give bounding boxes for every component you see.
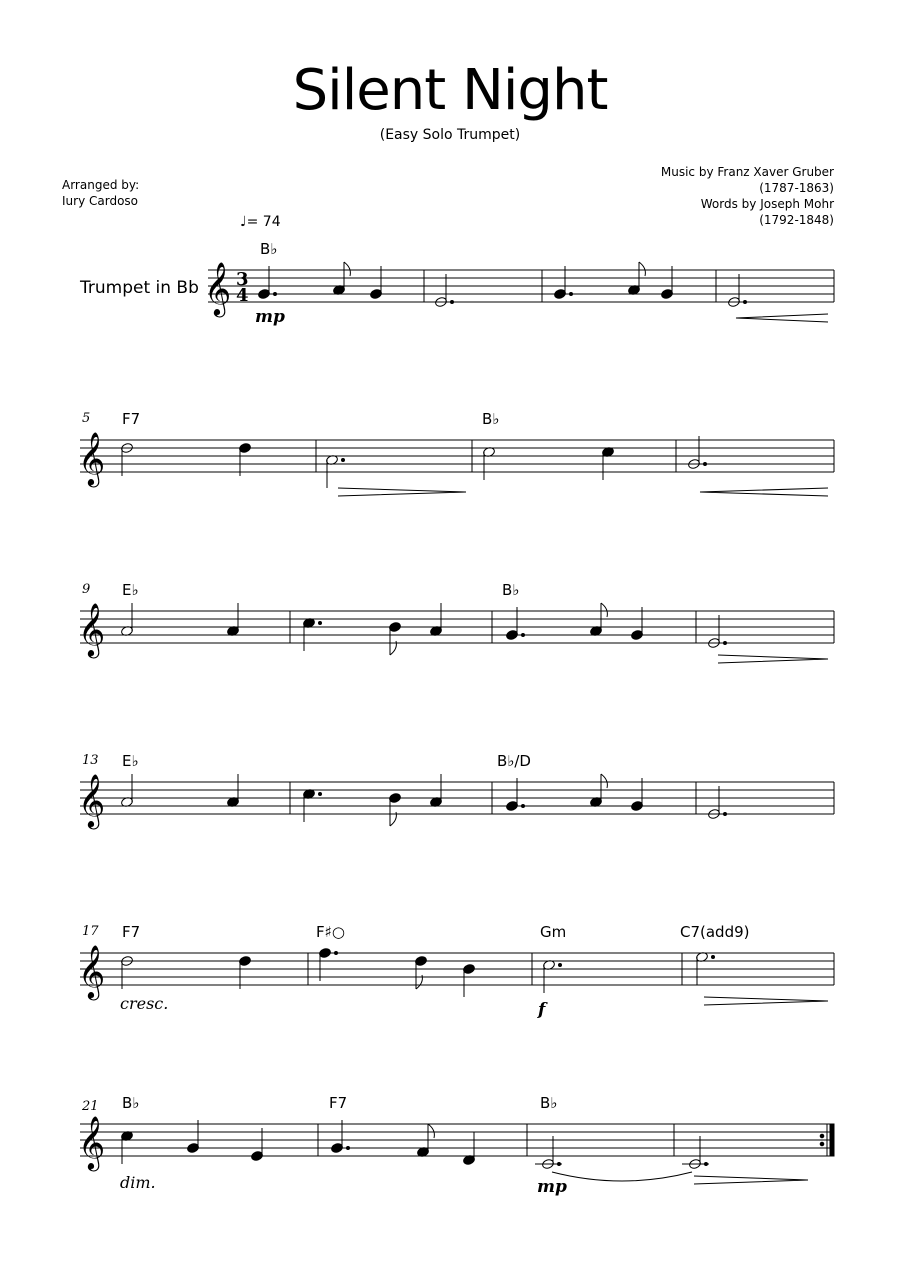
staff-lines: [80, 440, 834, 472]
score-subtitle: (Easy Solo Trumpet): [379, 127, 521, 143]
chord-symbol: C7(add9): [680, 923, 750, 941]
chord-symbol: B♭: [260, 240, 278, 258]
chord-symbol: B♭: [502, 581, 520, 599]
bar-number: 21: [82, 1099, 99, 1114]
system-2: [78, 410, 834, 496]
notes: [120, 947, 714, 997]
notes: [120, 1120, 709, 1181]
treble-clef-icon: 𝄞: [78, 431, 106, 485]
quarter-note-icon: ♩: [240, 214, 247, 230]
dynamic-marking: cresc.: [120, 994, 169, 1013]
chord-symbol: E♭: [122, 752, 139, 770]
treble-clef-icon: 𝄞: [78, 1115, 106, 1169]
lyricist-line: Words by Joseph Mohr: [700, 197, 834, 211]
treble-clef-icon: 𝄞: [78, 944, 106, 998]
treble-clef-icon: 𝄞: [78, 602, 106, 656]
chord-symbol: F7: [122, 410, 141, 428]
bar-number: 17: [82, 924, 99, 939]
chord-symbol: B♭: [540, 1094, 558, 1112]
dynamic-marking: mp: [255, 307, 285, 327]
composer-dates: (1787-1863): [759, 181, 834, 195]
staff-lines: [80, 782, 834, 814]
decrescendo-hairpin: [338, 488, 466, 496]
chord-symbol: B♭: [482, 410, 500, 428]
lyricist-dates: (1792-1848): [759, 213, 834, 227]
chord-symbol: E♭: [122, 581, 139, 599]
notes: [257, 262, 746, 308]
dynamic-marking: f: [538, 1000, 546, 1020]
decrescendo-hairpin: [718, 655, 828, 663]
treble-clef-icon: 𝄞: [78, 773, 106, 827]
decrescendo-hairpin: [694, 1176, 808, 1184]
system-3: [78, 581, 834, 663]
chord-symbol: F7: [329, 1094, 348, 1112]
system-4: [78, 752, 834, 829]
time-sig-top: 3: [236, 269, 249, 290]
chord-symbol: F♯○: [316, 923, 345, 941]
instrument-name: Trumpet in Bb: [80, 278, 199, 298]
score-title: Silent Night: [292, 58, 608, 123]
dynamic-marking: mp: [537, 1177, 567, 1197]
staff-lines: [208, 270, 834, 302]
bar-number: 9: [82, 582, 91, 597]
system-5: [78, 923, 834, 1020]
chord-symbol: Gm: [540, 923, 567, 941]
bar-number: 13: [82, 753, 99, 768]
composer-line: Music by Franz Xaver Gruber: [660, 165, 834, 179]
crescendo-hairpin: [700, 488, 828, 496]
chord-symbol: B♭: [122, 1094, 140, 1112]
staff-lines: [80, 611, 834, 643]
treble-clef-icon: 𝄞: [204, 261, 232, 315]
notes: [120, 436, 706, 488]
arranger-name: Iury Cardoso: [62, 194, 139, 208]
arranger-label: Arranged by:: [62, 178, 140, 192]
system-1: [204, 240, 834, 327]
decrescendo-hairpin: [704, 997, 828, 1005]
system-6: [78, 1094, 834, 1197]
tempo-value: = 74: [246, 214, 281, 230]
bar-number: 5: [82, 411, 91, 426]
staff-lines: [80, 953, 834, 985]
crescendo-hairpin: [736, 314, 828, 322]
chord-symbol: F7: [122, 923, 141, 941]
chord-symbol: B♭/D: [497, 752, 531, 770]
time-sig-bottom: 4: [236, 285, 249, 306]
dynamic-marking: dim.: [120, 1173, 156, 1192]
